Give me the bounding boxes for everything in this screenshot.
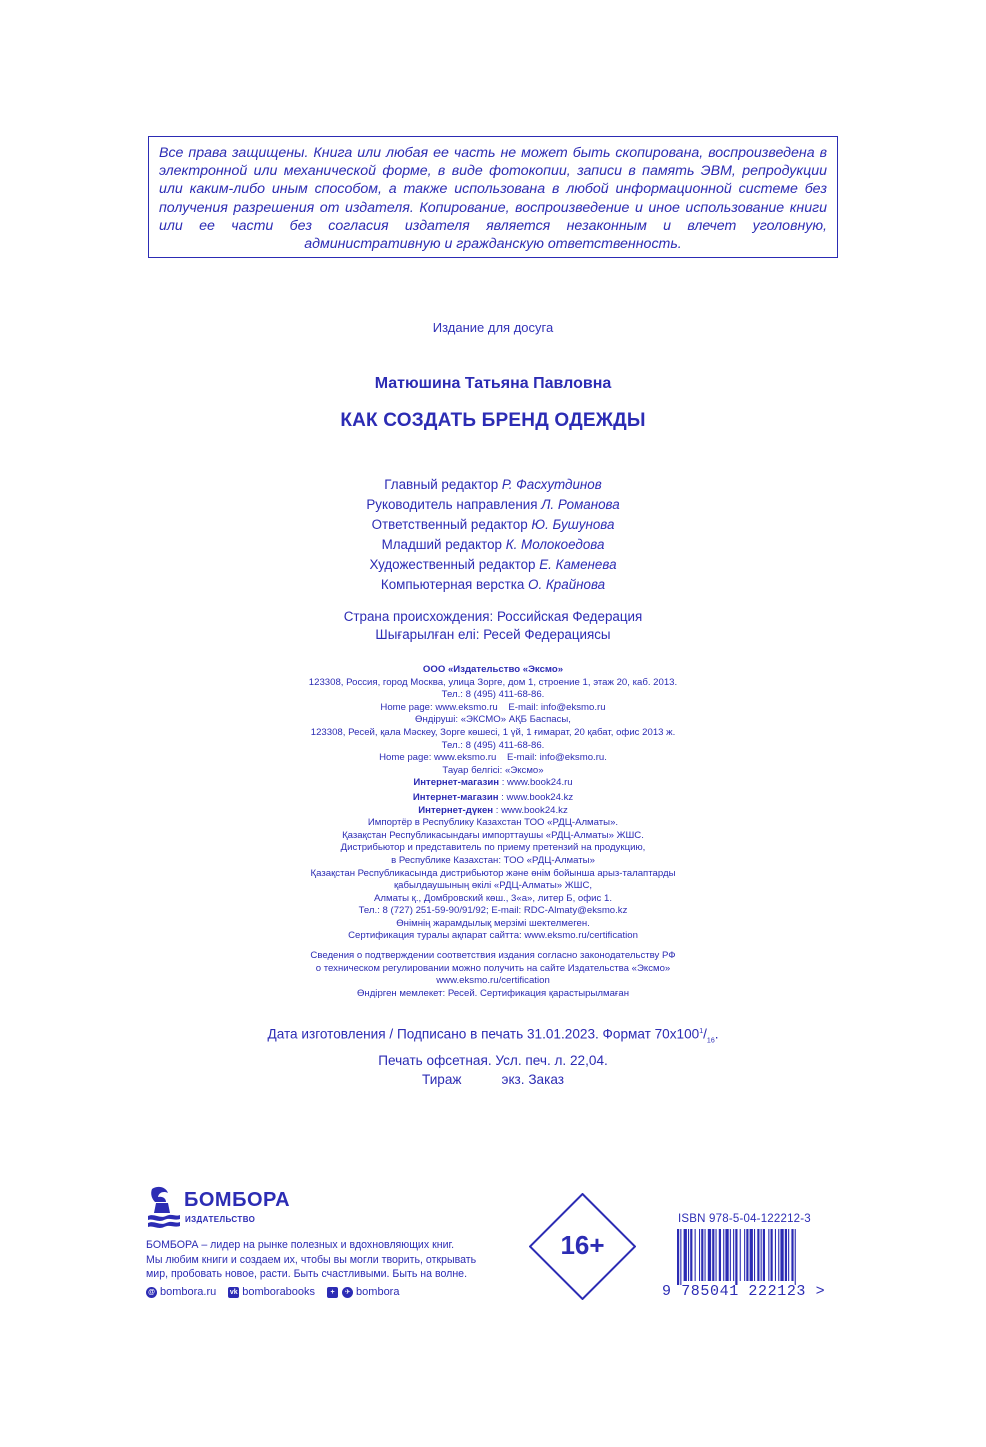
cert-line: о техническом регулировании можно получить на сайте Издательства «Эксмо» [315,962,671,974]
barcode-bar [708,1229,711,1281]
globe-icon: @ [146,1287,157,1298]
barcode-bar [746,1229,748,1281]
social-telegram[interactable] [327,1286,399,1298]
staff-line: Ответственный редактор Ю. Бушунова [371,517,615,532]
barcode-bar [695,1229,696,1281]
publisher-kz-address: 123308, Ресей, қала Мәскеу, Зорге көшесі, 1 үй, 1 ғимарат, 20 қабат, офис 2013 ж. [310,726,676,738]
expiry-note: Өнімнің жарамдылық мерзімі шектелмеген. [396,917,590,929]
staff-line: Руководитель направления Л. Романова [366,497,620,512]
barcode-bar [699,1229,700,1281]
cert-line: www.eksmo.ru/certification [436,975,550,987]
barcode-bar [716,1229,717,1281]
shop-kz: Интернет-магазин : www.book24.kz [412,791,574,803]
distributor-kz-2: қабылдаушының өкілі «РДЦ-Алматы» ЖШС, [393,880,593,892]
barcode-bar [719,1229,721,1281]
blurb-line: Мы любим книги и создаем их, чтобы вы могли творить, открывать [146,1253,477,1266]
brand-blurb [146,1238,516,1282]
staff-line: Младший редактор К. Молокоедова [381,537,605,552]
barcode-bar [778,1229,779,1281]
distributor-kz-1: Қазақстан Республикасында дистрибьютор және өнім бойынша арыз-талаптарды [310,867,676,879]
importer-kz: Қазақстан Республикасындағы импорттаушы «РДЦ-Алматы» ЖШС. [342,829,644,841]
barcode-bar [733,1229,734,1281]
publisher-kz-web: Home page: www.eksmo.ru E-mail: info@eksmo.ru. [379,752,607,764]
barcode-digits: 9 785041 222123 > [662,1283,826,1300]
cert-line: Өндірген мемлекет: Ресей. Сертификация қарастырылмаған [356,987,630,999]
almaty-address: Алматы қ., Домбровский көш., 3«а», литер Б, офис 1. [374,892,612,904]
barcode-bar [754,1229,755,1281]
publisher-web: Home page: www.eksmo.ru E-mail: info@eksmo.ru [380,701,606,713]
edition-type: Издание для досуга [432,320,554,335]
print-line-3: Тираж экз. Заказ [422,1072,564,1088]
barcode [677,1229,829,1285]
barcode-bar [690,1229,692,1281]
brand-sub: ИЗДАТЕЛЬСТВО [185,1215,256,1224]
isbn: ISBN 978-5-04-122212-3 [678,1213,811,1225]
print-info [0,1022,986,1090]
age-rating: 16+ [560,1230,605,1260]
social-label: bombora [356,1286,400,1298]
barcode-bar [712,1229,714,1281]
barcode-bar [677,1229,679,1285]
publisher-kz-name: Өндіруші: «ЭКСМО» АҚБ Баспасы, [415,714,571,726]
barcode-bar [680,1229,681,1285]
barcode-bar [701,1229,703,1281]
cert-kz: Сертификация туралы ақпарат сайтта: www.eksmo.ru/certification [348,930,638,942]
importer-ru: Импортёр в Республику Казахстан ТОО «РДЦ-Алматы». [367,817,619,829]
certification-info [0,950,986,1000]
distributor-ru-1: Дистрибьютор и представитель по приему претензий на продукцию, [340,842,646,854]
barcode-bar [771,1229,773,1281]
barcode-bar [791,1229,793,1281]
barcode-bar [744,1229,745,1281]
staff-line: Художественный редактор Е. Каменева [369,557,617,572]
blurb-line: мир, пробовать новое, расти. Быть счастливыми. Быть на волне. [146,1268,468,1280]
brand-name: БОМБОРА [184,1189,291,1211]
barcode-bar [723,1229,724,1281]
barcode-bar [705,1229,706,1281]
barcode-bar [788,1229,789,1281]
staff-line: Главный редактор Р. Фасхутдинов [384,477,602,492]
barcode-bar [740,1229,741,1281]
staff-credits [0,475,986,595]
social-label: bombora.ru [160,1286,217,1298]
staff-line: Компьютерная верстка О. Крайнова [380,577,606,592]
barcode-bar [761,1229,762,1281]
author-name: Матюшина Татьяна Павловна [374,375,612,392]
bombora-wave-icon [146,1185,182,1231]
vk-icon: vk [229,1288,238,1296]
rights-notice: Все права защищены. Книга или любая ее часть не может быть скопирована, воспроизведена в электронной или механической форме, в виде фотокопии, записи в память ЭВМ, репродукции или каким-либо иным способом, а также использована в любой информационной системе без получения разрешения от издателя. Копирование, воспроизведение и иное использование книги или ее части без согласия издателя является незаконным и влечет уголовную, административную и гражданскую ответственность. [148,136,838,258]
barcode-bar [785,1229,787,1281]
trademark: Тауар белгісі: «Эксмо» [442,764,544,776]
country-of-origin [0,608,986,644]
bombora-logo [146,1185,306,1233]
barcode-bar [768,1229,769,1281]
barcode-bar [684,1229,687,1281]
barcode-bar [780,1229,783,1281]
print-line-1: Дата изготовления / Подписано в печать 31.01.2023. Формат $70x100^1/_{16}$. [267,1026,719,1045]
plus-icon: + [327,1287,338,1298]
publisher-address: 123308, Россия, город Москва, улица Зорге, дом 1, строение 1, этаж 20, каб. 2013. [308,676,678,688]
social-links [146,1286,399,1298]
barcode-bar [763,1229,765,1281]
barcode-bar [795,1229,796,1285]
publisher-name: ООО «Издательство «Эксмо» [422,664,564,675]
print-line-2: Печать офсетная. Усл. печ. л. 22,04. [378,1052,608,1068]
publisher-kz-phone: Тел.: 8 (495) 411-68-86. [441,739,545,751]
blurb-line: БОМБОРА – лидер на рынке полезных и вдохновляющих книг. [146,1239,455,1251]
cert-line: Сведения о подтверждении соответствия издания согласно законодательству РФ [310,950,676,961]
social-site[interactable] [146,1286,216,1298]
shop-kz2: Интернет-дүкен : www.book24.kz [418,804,568,816]
origin-ru: Страна происхождения: Российская Федерация [343,609,643,624]
book-title: КАК СОЗДАТЬ БРЕНД ОДЕЖДЫ [340,410,646,431]
barcode-bar [735,1229,737,1285]
shop-ru: Интернет-магазин : www.book24.ru [413,777,573,789]
barcode-bar [725,1229,728,1281]
barcode-bar [730,1229,731,1281]
social-vk[interactable] [228,1286,315,1298]
barcode-bar [688,1229,689,1281]
social-label: bomborabooks [242,1286,316,1298]
barcode-bar [750,1229,753,1281]
origin-kz: Шығарылған елі: Ресей Федерациясы [375,627,611,642]
barcode-bar [757,1229,759,1281]
publisher-info [0,664,986,943]
distributor-ru-2: в Республике Казахстан: ТОО «РДЦ-Алматы» [391,854,595,866]
telegram-icon: ✈ [342,1287,353,1298]
almaty-contacts: Тел.: 8 (727) 251-59-90/91/92; E-mail: RDC-Almaty@eksmo.kz [358,905,628,917]
publisher-phone: Тел.: 8 (495) 411-68-86. [441,689,545,701]
barcode-bar [775,1229,776,1281]
